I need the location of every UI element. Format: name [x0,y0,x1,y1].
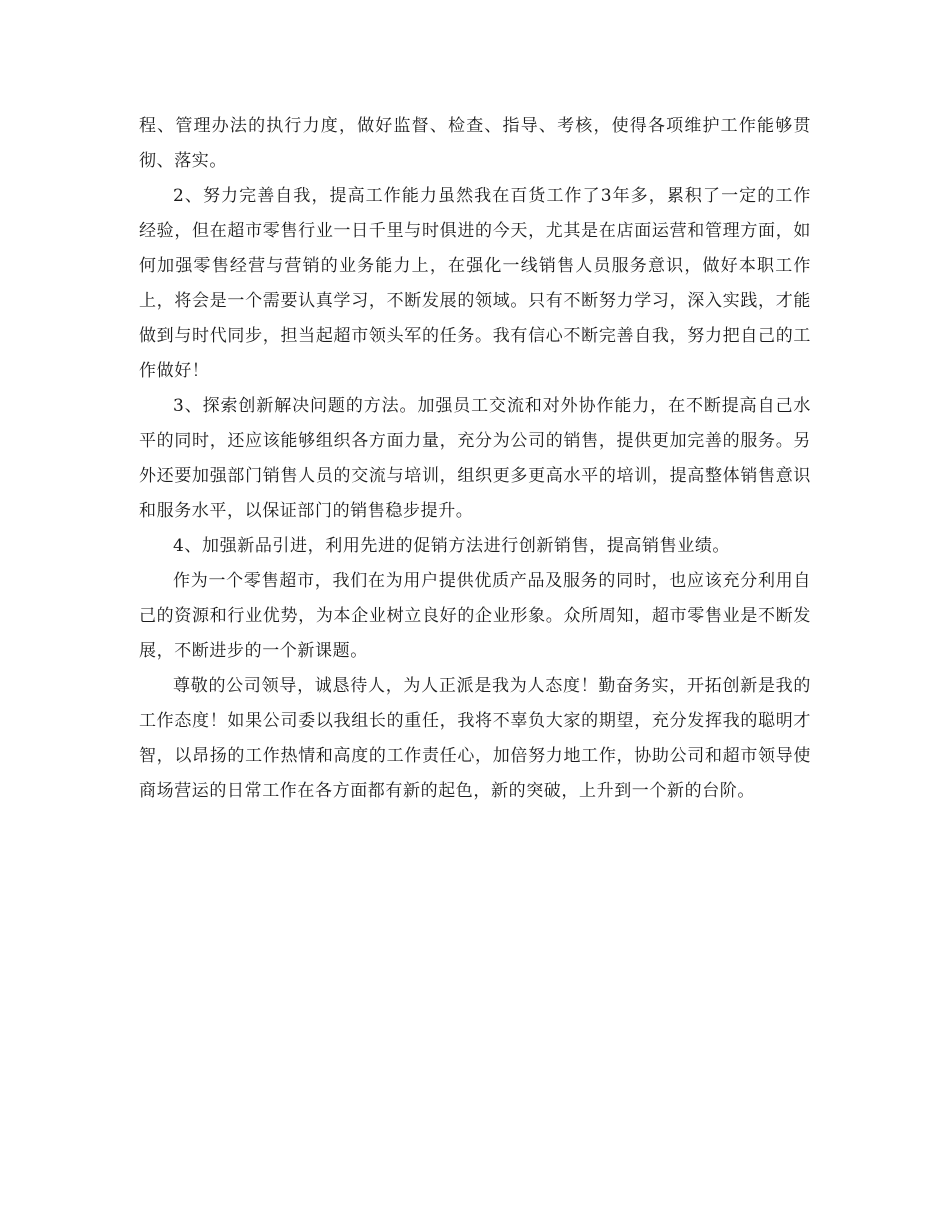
paragraph-supermarket: 作为一个零售超市，我们在为用户提供优质产品及服务的同时，也应该充分利用自己的资源和行业优势，为本企业树立良好的企业形象。众所周知，超市零售业是不断发展，不断进步的一个新课题。 [139,571,811,661]
paragraph-item-4: 4、加强新品引进，利用先进的促销方法进行创新销售，提高销售业绩。 [173,536,731,556]
paragraph-closing: 尊敬的公司领导，诚恳待人，为人正派是我为人态度！勤奋务实，开拓创新是我的工作态度！如果公司委以我组长的重任，我将不辜负大家的期望，充分发挥我的聪明才智，以昂扬的工作热情和高度的工作责任心，加倍努力地工作，协助公司和超市领导使商场营运的日常工作在各方面都有新的起色，新的突破，上升到一个新的台阶。 [139,676,811,801]
paragraph-item-2: 2、努力完善自我，提高工作能力虽然我在百货工作了3年多，累积了一定的工作经验，但在超市零售行业一日千里与时俱进的今天，尤其是在店面运营和管理方面，如何加强零售经营与营销的业务能力上，在强化一线销售人员服务意识，做好本职工作上，将会是一个需要认真学习，不断发展的领域。只有不断努力学习，深入实践，才能做到与时代同步，担当起超市领头军的任务。我有信心不断完善自我，努力把自己的工作做好！ [139,186,811,381]
document-body [139,109,811,809]
paragraph-continued: 程、管理办法的执行力度，做好监督、检查、指导、考核，使得各项维护工作能够贯彻、落实。 [139,116,811,171]
paragraph-item-3: 3、探索创新解决问题的方法。加强员工交流和对外协作能力，在不断提高自己水平的同时，还应该能够组织各方面力量，充分为公司的销售，提供更加完善的服务。另外还要加强部门销售人员的交流与培训，组织更多更高水平的培训，提高整体销售意识和服务水平，以保证部门的销售稳步提升。 [139,396,811,521]
